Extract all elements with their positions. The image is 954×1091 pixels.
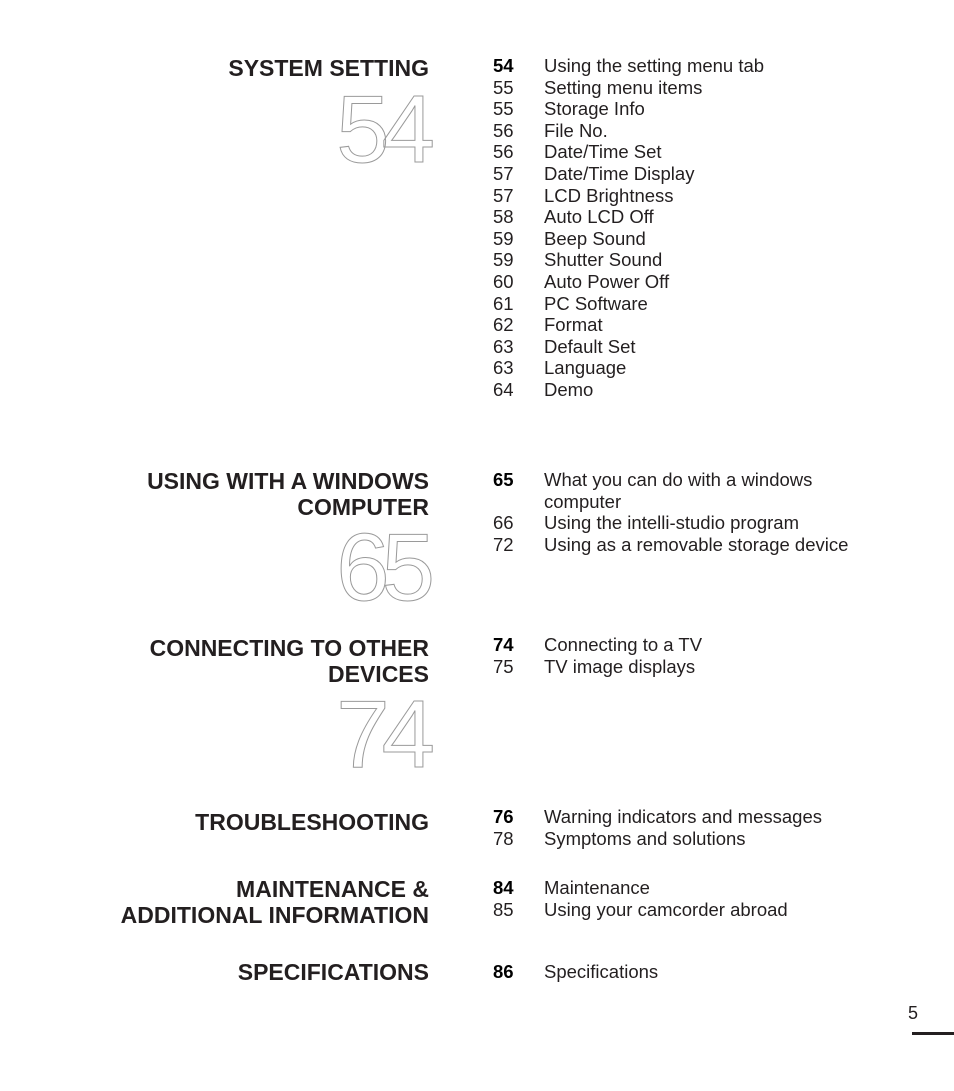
section-title-line: USING WITH A WINDOWS (147, 468, 429, 494)
entry-page: 64 (493, 378, 514, 400)
toc-entry[interactable] (493, 961, 893, 983)
section-start-page-number: 54 (336, 76, 427, 183)
entry-text: Format (544, 314, 603, 336)
toc-entry[interactable] (493, 656, 893, 678)
entry-page: 60 (493, 270, 514, 292)
toc-entry[interactable] (493, 185, 893, 207)
toc-entry-list (493, 634, 893, 677)
entry-text: Setting menu items (544, 76, 703, 98)
section-title[interactable] (29, 635, 429, 687)
entry-text: Date/Time Display (544, 162, 695, 184)
toc-entry-list (493, 55, 893, 401)
entry-text: What you can do with a windows computer (544, 469, 813, 512)
entry-text: Connecting to a TV (544, 634, 703, 655)
toc-entry[interactable] (493, 120, 893, 142)
entry-text: Auto LCD Off (544, 206, 654, 228)
section-title-line: COMPUTER (297, 494, 429, 520)
entry-text: TV image displays (544, 655, 696, 677)
entry-text: PC Software (544, 292, 648, 314)
entry-text: Using the setting menu tab (544, 55, 765, 76)
toc-entry[interactable] (493, 877, 893, 899)
toc-entry-list (493, 806, 893, 849)
toc-entry[interactable] (493, 806, 893, 828)
toc-entry[interactable] (493, 469, 893, 512)
page-number: 5 (908, 1003, 919, 1023)
section-title[interactable]: SPECIFICATIONS (237, 959, 429, 985)
entry-page: 76 (493, 806, 514, 827)
toc-entry[interactable] (493, 634, 893, 656)
entry-page: 59 (493, 227, 514, 249)
toc-entry-list (493, 877, 893, 920)
toc-entry[interactable] (493, 77, 893, 99)
entry-page: 57 (493, 162, 514, 184)
section-title-line: MAINTENANCE & (236, 876, 429, 902)
toc-entry[interactable] (493, 314, 893, 336)
entry-page: 58 (493, 206, 514, 228)
toc-entry[interactable] (493, 379, 893, 401)
entry-page: 56 (493, 119, 514, 141)
entry-text: Date/Time Set (544, 141, 662, 163)
entry-text: File No. (544, 119, 608, 141)
entry-page: 85 (493, 898, 514, 920)
toc-entry[interactable] (493, 512, 893, 534)
toc-entry[interactable] (493, 98, 893, 120)
toc-entry[interactable] (493, 828, 893, 850)
entry-page: 65 (493, 469, 514, 490)
toc-entry[interactable] (493, 228, 893, 250)
entry-text: Specifications (544, 961, 659, 982)
entry-page: 86 (493, 961, 514, 982)
section-title[interactable] (0, 876, 429, 928)
section-title[interactable]: TROUBLESHOOTING (195, 809, 429, 835)
section-title-line: ADDITIONAL INFORMATION (120, 902, 429, 928)
toc-entry[interactable] (493, 163, 893, 185)
entry-text: Warning indicators and messages (544, 806, 822, 827)
entry-page: 75 (493, 655, 514, 677)
entry-text: Using the intelli-studio program (544, 512, 800, 534)
section-title-line: CONNECTING TO OTHER (149, 635, 429, 661)
entry-page: 74 (493, 634, 514, 655)
toc-entry[interactable] (493, 336, 893, 358)
entry-page: 61 (493, 292, 514, 314)
entry-text: Shutter Sound (544, 249, 663, 271)
toc-entry[interactable] (493, 206, 893, 228)
section-title[interactable]: SYSTEM SETTING (228, 55, 429, 81)
entry-page: 63 (493, 357, 514, 379)
entry-page: 55 (493, 76, 514, 98)
entry-page: 62 (493, 314, 514, 336)
entry-text: Using as a removable storage device (544, 533, 849, 555)
entry-page: 55 (493, 98, 514, 120)
page-number-rule (912, 1032, 954, 1035)
entry-text: Using your camcorder abroad (544, 898, 788, 920)
entry-text: Beep Sound (544, 227, 646, 249)
entry-page: 57 (493, 184, 514, 206)
toc-entry[interactable] (493, 271, 893, 293)
toc-entry[interactable] (493, 899, 893, 921)
toc-entry[interactable] (493, 534, 893, 556)
entry-page: 84 (493, 877, 514, 898)
toc-entry[interactable] (493, 357, 893, 379)
entry-text: Language (544, 357, 627, 379)
toc-entry-list (493, 961, 893, 983)
entry-page: 56 (493, 141, 514, 163)
entry-page: 66 (493, 512, 514, 534)
entry-text: LCD Brightness (544, 184, 674, 206)
section-title-line: DEVICES (328, 661, 429, 687)
entry-page: 78 (493, 827, 514, 849)
toc-entry[interactable] (493, 55, 893, 77)
entry-text: Storage Info (544, 98, 645, 120)
entry-text: Auto Power Off (544, 270, 670, 292)
entry-page: 59 (493, 249, 514, 271)
section-start-page-number: 65 (336, 514, 427, 621)
section-start-page-number: 74 (336, 681, 427, 788)
toc-entry[interactable] (493, 293, 893, 315)
toc-entry-list (493, 469, 893, 555)
entry-page: 54 (493, 55, 514, 76)
entry-page: 63 (493, 335, 514, 357)
section-title[interactable] (29, 468, 429, 520)
entry-text: Maintenance (544, 877, 650, 898)
entry-text: Default Set (544, 335, 636, 357)
entry-text: Symptoms and solutions (544, 827, 746, 849)
entry-page: 72 (493, 533, 514, 555)
entry-text: Demo (544, 378, 594, 400)
toc-entry[interactable] (493, 141, 893, 163)
toc-entry[interactable] (493, 249, 893, 271)
